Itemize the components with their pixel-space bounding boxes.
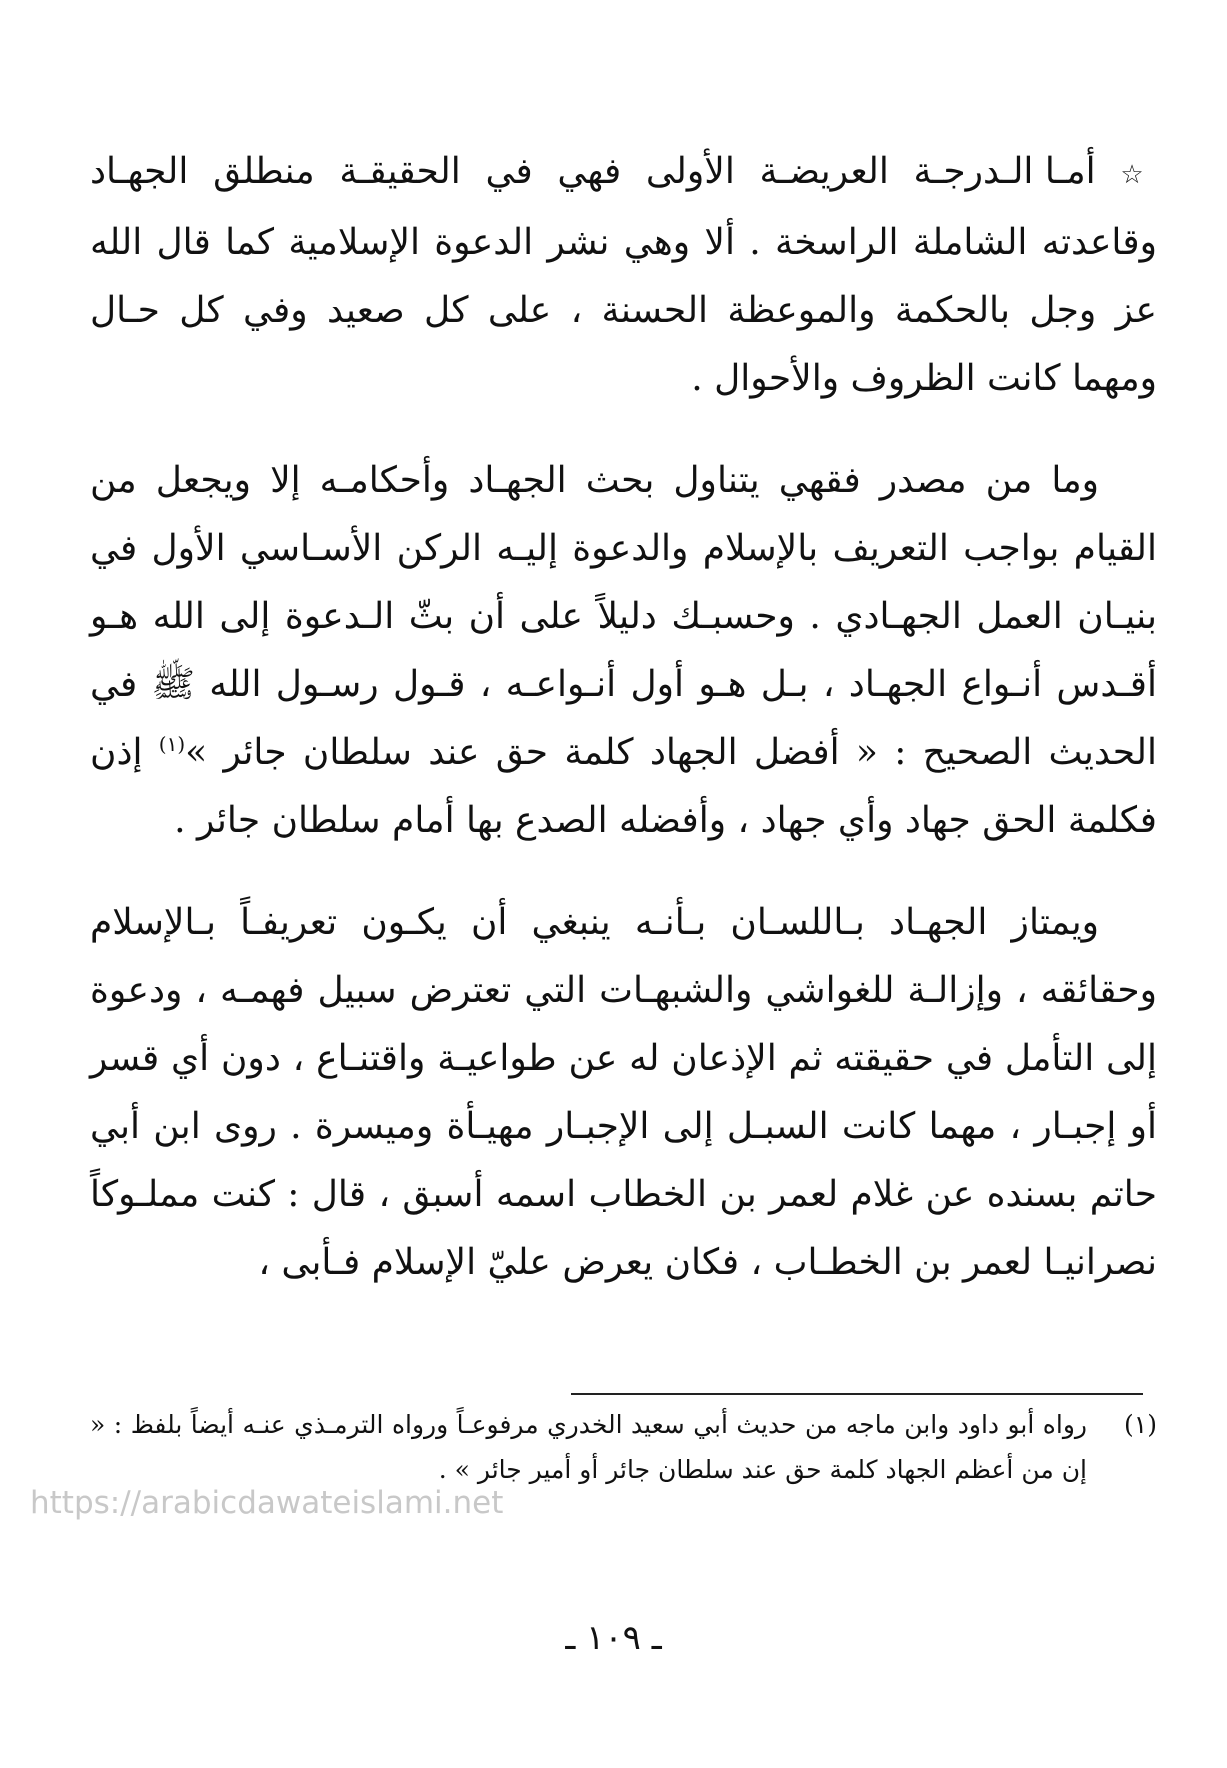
paragraph-1 (90, 138, 1157, 413)
paragraph-1-text: أمـا الـدرجـة العريضـة الأولى فهي في الحقيقـة منطلق الجهـاد وقاعدته الشاملة الراسخة . ألا وهي نشر الدعوة الإسلامية كما قال الله عز وجل بالحكمة والموعظة الحسنة ، على كل صعيد وفي كل حـال ومهما كانت الظروف والأحوال . (90, 151, 1157, 399)
footnote-divider (571, 1393, 1143, 1395)
star-icon: ☆ (1120, 160, 1157, 190)
paragraph-3 (90, 889, 1157, 1297)
footnote-reference[interactable]: (١) (158, 732, 186, 756)
footnote (90, 1402, 1157, 1492)
paragraph-2 (90, 447, 1157, 855)
footnote-number: (١) (1124, 1410, 1157, 1439)
page-number: ـ ١٠٩ ـ (565, 1618, 662, 1658)
paragraph-2-text-b: إذن فكلمة الحق جهاد وأي جهاد ، وأفضله الصدع بها أمام سلطان جائر . (90, 732, 1157, 841)
paragraph-2-text-a: وما من مصدر فقهي يتناول بحث الجهـاد وأحكامـه إلا ويجعل من القيام بواجب التعريف بالإسلام والدعوة إليـه الركن الأسـاسي الأول في بنيـان العمل الجهـادي . وحسبـك دليلاً على أن بثّ الـدعوة إلى الله هـو أقـدس أنـواع الجهـاد ، بـل هـو أول أنـواعـه ، قـول رسـول الله ﷺ في الحديث الصحيح : « أفضل الجهاد كلمة حق عند سلطان جائر » (90, 460, 1157, 773)
watermark-url: https://arabicdawateislami.net (30, 1485, 504, 1521)
main-text (90, 138, 1157, 1297)
paragraph-3-text: ويمتاز الجهـاد بـاللسـان بـأنـه ينبغي أن يكـون تعريفـاً بـالإسلام وحقائقه ، وإزالـة للغواشي والشبهـات التي تعترض سبيل فهمـه ، ودعوة إلى التأمل في حقيقته ثم الإذعان له عن طواعيـة واقتنـاع ، دون أي قسر أو إجبـار ، مهما كانت السبـل إلى الإجبـار مهيـأة وميسرة . روى ابن أبي حاتم بسنده عن غلام لعمر بن الخطاب اسمه أسبق ، قال : كنت مملـوكاً نصرانيـا لعمر بن الخطـاب ، فكان يعرض عليّ الإسلام فـأبى ، (90, 902, 1157, 1283)
footnote-text: رواه أبو داود وابن ماجه من حديث أبي سعيد الخدري مرفوعـاً ورواه الترمـذي عنـه أيضاً بلفظ : « إن من أعظم الجهاد كلمة حق عند سلطان جائر أو أمير جائر » . (90, 1410, 1087, 1484)
